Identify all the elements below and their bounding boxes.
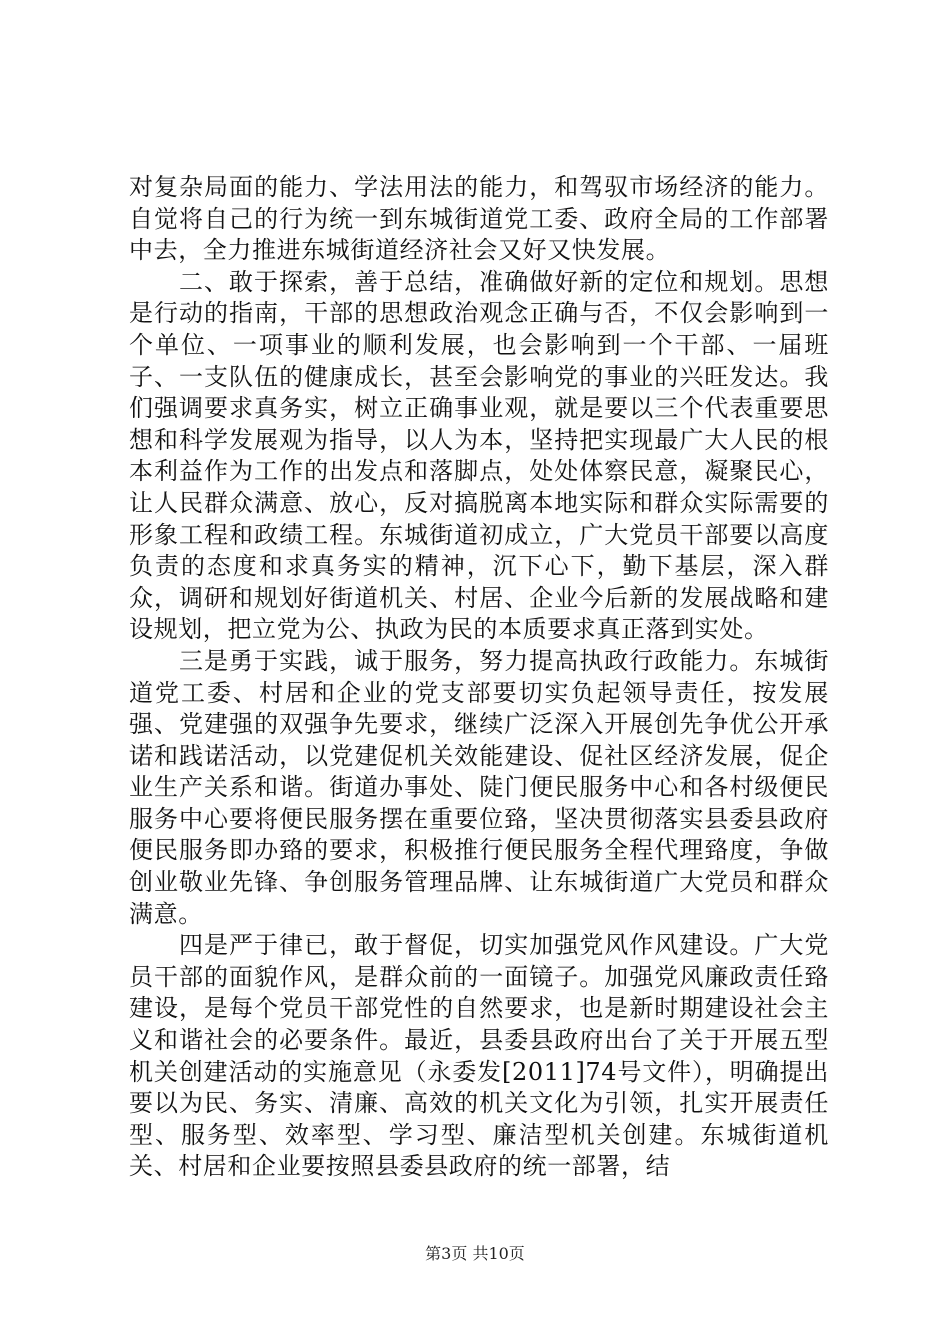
- paragraph-continuation: 对复杂局面的能力、学法用法的能力，和驾驭市场经济的能力。自觉将自己的行为统一到东城街道党工委、政府全局的工作部署中去，全力推进东城街道经济社会又好又快发展。: [129, 173, 829, 265]
- page-number-footer: 第3页 共10页: [425, 1244, 525, 1263]
- paragraph-section-three: 三是勇于实践，诚于服务，努力提高执政行政能力。东城街道党工委、村居和企业的党支部要切实负起领导责任，按发展强、党建强的双强争先要求，继续广泛深入开展创先争优公开承诺和践诺活动，以党建促机关效能建设、促社区经济发展，促企业生产关系和谐。街道办事处、陡门便民服务中心和各村级便民服务中心要将便民服务摆在重要位臵，坚决贯彻落实县委县政府便民服务即办臵的要求，积极推行便民服务全程代理臵度，争做创业敬业先锋、争创服务管理品牌、让东城街道广大党员和群众满意。: [129, 646, 829, 928]
- paragraph-section-two: 二、敢于探索，善于总结，准确做好新的定位和规划。思想是行动的指南，干部的思想政治观念正确与否，不仅会影响到一个单位、一项事业的顺利发展，也会影响到一个干部、一届班子、一支队伍的健康成长，甚至会影响党的事业的兴旺发达。我们强调要求真务实，树立正确事业观，就是要以三个代表重要思想和科学发展观为指导，以人为本，坚持把实现最广大人民的根本利益作为工作的出发点和落脚点，处处体察民意，凝聚民心，让人民群众满意、放心，反对搞脱离本地实际和群众实际需要的形象工程和政绩工程。东城街道初成立，广大党员干部要以高度负责的态度和求真务实的精神，沉下心下，勤下基层，深入群众，调研和规划好街道机关、村居、企业今后新的发展战略和建设规划，把立党为公、执政为民的本质要求真正落到实处。: [129, 267, 829, 644]
- document-body: [129, 172, 829, 1183]
- paragraph-section-four: 四是严于律已，敢于督促，切实加强党风作风建设。广大党员干部的面貌作风，是群众前的一面镜子。加强党风廉政责任臵建设，是每个党员干部党性的自然要求，也是新时期建设社会主义和谐社会的必要条件。最近，县委县政府出台了关于开展五型机关创建活动的实施意见（永委发[2011]74号文件），明确提出要以为民、务实、清廉、高效的机关文化为引领，扎实开展责任型、服务型、效率型、学习型、廉洁型机关创建。东城街道机关、村居和企业要按照县委县政府的统一部署，结: [129, 931, 829, 1181]
